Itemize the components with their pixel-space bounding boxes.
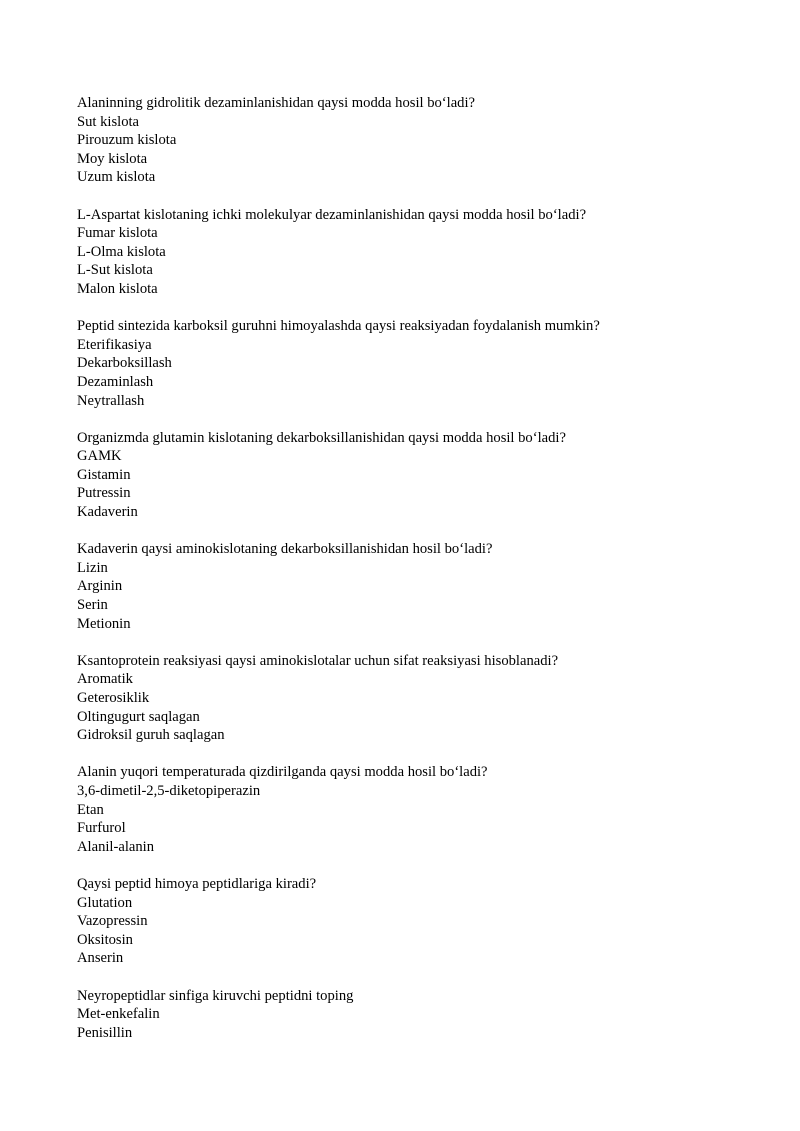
question-block [77,987,760,1043]
answer-option: Glutation [77,894,133,911]
answer-option: Malon kislota [77,280,158,297]
answer-option: Etan [77,801,104,818]
question-block [77,429,760,522]
answer-option: GAMK [77,448,122,465]
answer-option: Fumar kislota [77,225,158,242]
answer-option: Pirouzum kislota [77,132,177,149]
question-block [77,94,760,187]
answer-option: Dekarboksillash [77,355,172,372]
answer-option: Sut kislota [77,113,140,130]
answer-option: Furfurol [77,820,126,837]
answer-option: Uzum kislota [77,169,156,186]
question-block [77,540,760,633]
question-block [77,652,760,745]
answer-option: Eterifikasiya [77,336,152,353]
question-list [77,94,760,1061]
answer-option: Penisillin [77,1024,133,1041]
answer-option: Geterosiklik [77,690,150,706]
question-block [77,206,760,299]
answer-option: Met-enkefalin [77,1006,160,1023]
answer-option: Moy kislota [77,150,148,167]
answer-option: L-Olma kislota [77,243,166,260]
question-block [77,763,760,856]
question-text: Neyropeptidlar sinfiga kiruvchi peptidni toping [77,987,354,1004]
answer-option: Metionin [77,615,131,632]
answer-option: Gidroksil guruh saqlagan [77,727,225,744]
answer-option: Lizin [77,559,108,576]
question-text: Alaninning gidrolitik dezaminlanishidan qaysi modda hosil bo‘ladi? [77,95,476,111]
answer-option: Alanil-alanin [77,838,154,855]
question-text: Organizmda glutamin kislotaning dekarboksillanishidan qaysi modda hosil bo‘ladi? [77,429,566,446]
answer-option: Putressin [77,485,131,502]
answer-option: Aromatik [77,671,133,688]
answer-option: Dezaminlash [77,373,154,390]
question-text: Kadaverin qaysi aminokislotaning dekarboksillanishidan hosil bo‘ladi? [77,541,493,558]
question-text: Ksantoprotein reaksiyasi qaysi aminokislotalar uchun sifat reaksiyasi hisoblanadi? [77,652,559,669]
answer-option: Oksitosin [77,931,133,948]
question-text: Qaysi peptid himoya peptidlariga kiradi? [77,875,317,892]
question-block [77,317,760,410]
answer-option: 3,6-dimetil-2,5-diketopiperazin [77,782,261,799]
question-text: Alanin yuqori temperaturada qizdirilganda qaysi modda hosil bo‘ladi? [77,764,488,781]
answer-option: Vazopressin [77,913,148,930]
answer-option: Serin [77,597,108,614]
question-block [77,875,760,968]
answer-option: Anserin [77,950,124,967]
question-text: L-Aspartat kislotaning ichki molekulyar dezaminlanishidan qaysi modda hosil bo‘ladi? [77,206,587,223]
answer-option: Kadaverin [77,504,138,521]
answer-option: Gistamin [77,466,131,483]
question-text: Peptid sintezida karboksil guruhni himoyalashda qaysi reaksiyadan foydalanish mumkin? [77,318,600,335]
answer-option: Neytrallash [77,392,145,409]
answer-option: L-Sut kislota [77,262,153,279]
answer-option: Oltingugurt saqlagan [77,708,200,725]
answer-option: Arginin [77,578,123,595]
